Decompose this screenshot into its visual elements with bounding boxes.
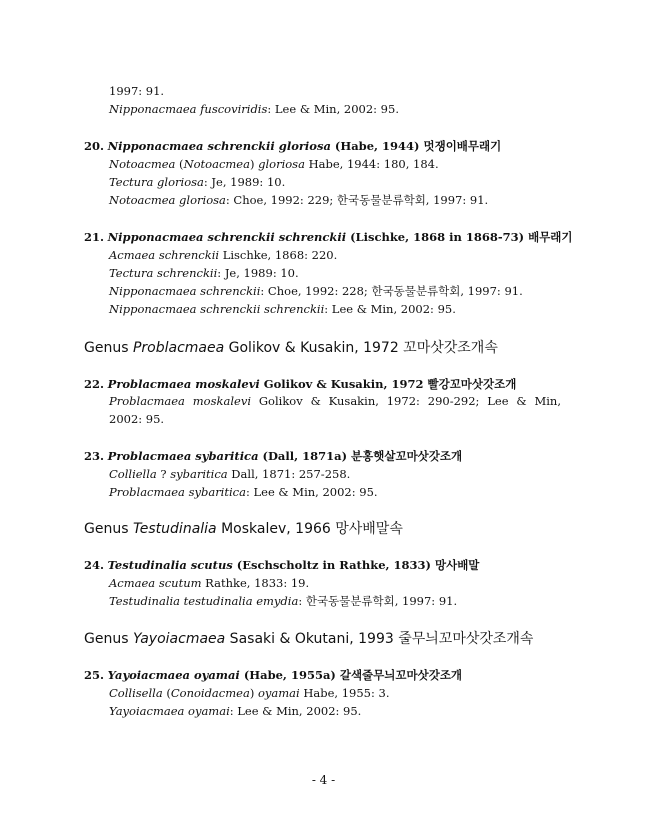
- citation-text: Rathke, 1833: 19.: [201, 576, 310, 590]
- citation-text: : Lee & Min, 2002: 95.: [245, 485, 378, 499]
- citation-text: : Choe, 1992: 229; 한국동물분류학회, 1997: 91.: [225, 193, 489, 207]
- citation-line: [109, 467, 350, 481]
- epithet: oyamai: [257, 686, 300, 700]
- entry-number: 24.: [84, 558, 105, 572]
- entry-number: 21.: [84, 230, 105, 244]
- genus-heading-problacmaea: [84, 339, 498, 357]
- genus-name: Colliella: [109, 467, 157, 481]
- punct: ?: [156, 467, 171, 481]
- citation-line: [109, 84, 164, 98]
- citation-text: Habe, 1955: 3.: [299, 686, 390, 700]
- genus-author: Moskalev, 1966 망사배말속: [216, 521, 403, 537]
- citation-text: : Je, 1989: 10.: [203, 175, 286, 189]
- genus-name: Testudinalia: [132, 521, 217, 537]
- species-author: Golikov & Kusakin, 1972 빨강꼬마삿갓조개: [259, 377, 517, 391]
- genus-name: Problacmaea: [132, 340, 225, 356]
- entry-number: 23.: [84, 449, 105, 463]
- citation-text: : 한국동물분류학회, 1997: 91.: [298, 594, 458, 608]
- genus-name: Collisella: [109, 686, 163, 700]
- species-name: Problacmaea sybaritica: [109, 485, 246, 499]
- species-author: (Dall, 1871a) 분홍햇살꼬마삿갓조개: [258, 449, 463, 463]
- species-name: Testudinalia scutus: [107, 558, 233, 572]
- citation-line: [109, 266, 299, 280]
- citation-text: : Lee & Min, 2002: 95.: [229, 704, 362, 718]
- species-entry-22: [84, 377, 516, 391]
- species-name: Problacmaea moskalevi: [109, 394, 251, 408]
- species-name: Nipponacmaea schrenckii schrenckii: [107, 230, 347, 244]
- species-name: Tectura schrenckii: [109, 266, 218, 280]
- citation-text: Habe, 1944: 180, 184.: [304, 157, 439, 171]
- subgenus-name: Notoacmea: [183, 157, 250, 171]
- species-entry-25: [84, 668, 462, 682]
- genus-heading-testudinalia: [84, 520, 403, 538]
- citation-line: [109, 576, 309, 590]
- citation-text: Dall, 1871: 257-258.: [227, 467, 351, 481]
- citation-line: [109, 686, 389, 700]
- citation-line: [109, 394, 561, 408]
- epithet: sybaritica: [170, 467, 228, 481]
- species-name: Testudinalia testudinalia emydia: [109, 594, 299, 608]
- citation-line: [109, 485, 378, 499]
- genus-name: Yayoiacmaea: [132, 631, 226, 647]
- citation-text: 2002: 95.: [109, 412, 165, 426]
- species-entry-24: [84, 558, 479, 572]
- citation-text: Lischke, 1868: 220.: [219, 248, 338, 262]
- citation-line: [109, 157, 439, 171]
- genus-label: Genus: [84, 631, 133, 647]
- genus-author: Golikov & Kusakin, 1972 꼬마삿갓조개속: [224, 340, 498, 356]
- entry-number: 20.: [84, 139, 105, 153]
- entry-number: 22.: [84, 377, 105, 391]
- species-entry-23: [84, 449, 462, 463]
- citation-line: [109, 175, 285, 189]
- citation-line: [109, 412, 164, 426]
- punct: ): [249, 157, 259, 171]
- species-entry-20: [84, 139, 501, 153]
- genus-heading-yayoiacmaea: [84, 630, 533, 648]
- species-name: Yayoiacmaea oyamai: [109, 704, 230, 718]
- genus-author: Sasaki & Okutani, 1993 줄무늬꼬마삿갓조개속: [225, 631, 534, 647]
- punct: (: [175, 157, 184, 171]
- punct: (: [162, 686, 171, 700]
- species-name: Acmaea scutum: [109, 576, 202, 590]
- citation-text: : Lee & Min, 2002: 95.: [324, 302, 456, 316]
- citation-line: [109, 704, 361, 718]
- species-name: Nipponacmaea fuscoviridis: [109, 102, 268, 116]
- species-author: (Habe, 1955a) 갈색줄무늬꼬마삿갓조개: [239, 668, 463, 682]
- punct: ): [249, 686, 258, 700]
- citation-text: : Je, 1989: 10.: [217, 266, 299, 280]
- citation-line: [109, 302, 456, 316]
- citation-text: 1997: 91.: [109, 84, 165, 98]
- species-name: Tectura gloriosa: [109, 175, 204, 189]
- species-name: Yayoiacmaea oyamai: [107, 668, 240, 682]
- genus-name: Notoacmea: [109, 157, 176, 171]
- citation-line: [109, 102, 399, 116]
- species-author: (Eschscholtz in Rathke, 1833) 망사배말: [232, 558, 480, 572]
- page-number: - 4 -: [311, 773, 336, 787]
- citation-line: [109, 594, 457, 608]
- species-name: Notoacmea gloriosa: [109, 193, 226, 207]
- citation-text: : Choe, 1992: 228; 한국동물분류학회, 1997: 91.: [260, 284, 523, 298]
- species-author: (Lischke, 1868 in 1868-73) 배무래기: [346, 230, 573, 244]
- species-entry-21: [84, 230, 573, 244]
- citation-line: [109, 248, 337, 262]
- species-name: Problacmaea sybaritica: [107, 449, 259, 463]
- citation-line: [109, 193, 488, 207]
- species-author: (Habe, 1944) 멋쟁이배무래기: [330, 139, 502, 153]
- species-name: Nipponacmaea schrenckii gloriosa: [107, 139, 331, 153]
- citation-line: [109, 284, 523, 298]
- genus-label: Genus: [84, 521, 133, 537]
- entry-number: 25.: [84, 668, 105, 682]
- species-name: Nipponacmaea schrenckii schrenckii: [109, 302, 325, 316]
- subgenus-name: Conoidacmea: [170, 686, 250, 700]
- genus-label: Genus: [84, 340, 133, 356]
- species-name: Nipponacmaea schrenckii: [109, 284, 261, 298]
- citation-text: Golikov & Kusakin, 1972: 290-292; Lee & Min,: [251, 394, 561, 408]
- species-name: Problacmaea moskalevi: [107, 377, 260, 391]
- species-name: Acmaea schrenckii: [109, 248, 220, 262]
- citation-text: : Lee & Min, 2002: 95.: [267, 102, 399, 116]
- epithet: gloriosa: [258, 157, 305, 171]
